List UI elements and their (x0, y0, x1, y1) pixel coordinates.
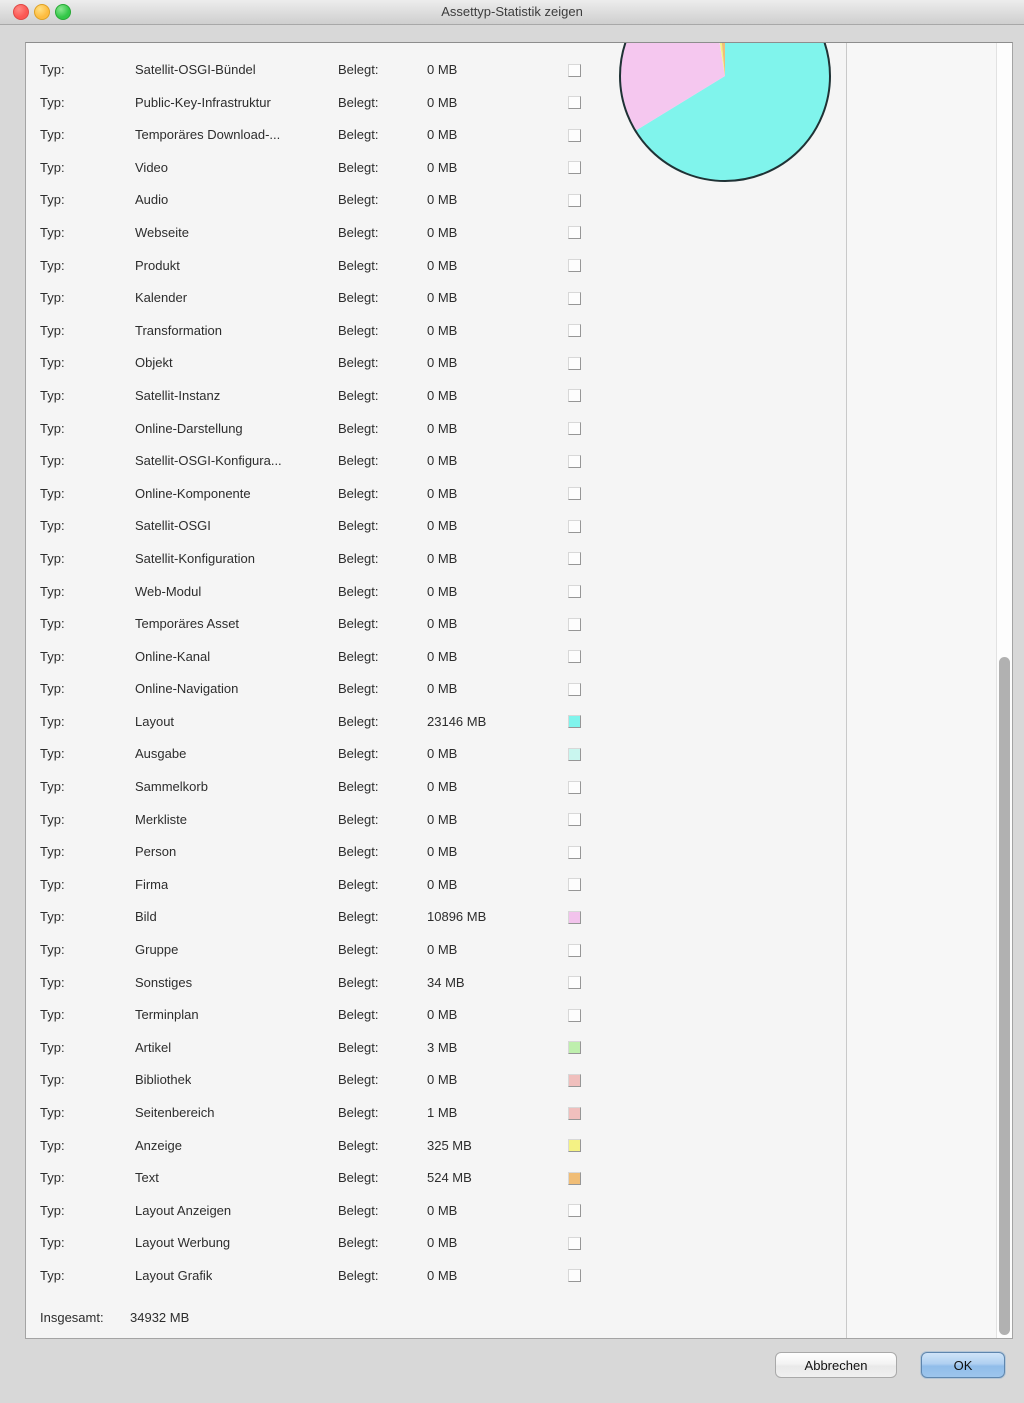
asset-type-name: Online-Kanal (135, 648, 211, 664)
belegt-label: Belegt: (338, 1170, 379, 1186)
asset-list (26, 54, 846, 1293)
belegt-label: Belegt: (338, 876, 379, 892)
color-swatch (568, 618, 581, 631)
typ-label: Typ: (40, 974, 65, 990)
color-swatch (568, 226, 581, 239)
belegt-label: Belegt: (338, 648, 379, 664)
size-value: 0 MB (427, 844, 458, 860)
color-swatch (568, 520, 581, 533)
belegt-label: Belegt: (338, 1105, 379, 1120)
list-item (26, 869, 846, 902)
color-swatch (568, 1237, 581, 1250)
color-swatch (568, 324, 581, 337)
asset-type-name: Public-Key-Infrastruktur (135, 94, 271, 110)
typ-label: Typ: (40, 779, 65, 795)
color-swatch (568, 1107, 581, 1120)
size-value: 0 MB (427, 648, 458, 664)
color-swatch (568, 944, 581, 957)
asset-type-name: Satellit-Instanz (135, 387, 221, 403)
size-value: 0 MB (427, 681, 458, 697)
belegt-label: Belegt: (338, 453, 379, 469)
color-swatch (568, 1139, 581, 1152)
size-value: 524 MB (427, 1170, 472, 1186)
asset-type-name: Satellit-Konfiguration (135, 550, 255, 566)
typ-label: Typ: (40, 290, 65, 306)
color-swatch (568, 846, 581, 859)
asset-type-name: Web-Modul (135, 583, 202, 599)
belegt-label: Belegt: (338, 909, 379, 925)
typ-label: Typ: (40, 844, 65, 860)
typ-label: Typ: (40, 518, 65, 534)
belegt-label: Belegt: (338, 1072, 379, 1088)
typ-label: Typ: (40, 1137, 65, 1153)
belegt-label: Belegt: (338, 550, 379, 566)
total-row (26, 1305, 846, 1331)
typ-label: Typ: (40, 550, 65, 566)
typ-label: Typ: (40, 62, 65, 77)
typ-label: Typ: (40, 322, 65, 338)
asset-type-name: Produkt (135, 257, 180, 273)
size-value: 0 MB (427, 355, 458, 371)
asset-type-name: Kalender (135, 290, 188, 306)
typ-label: Typ: (40, 1039, 65, 1055)
belegt-label: Belegt: (338, 322, 379, 338)
belegt-label: Belegt: (338, 681, 379, 697)
typ-label: Typ: (40, 485, 65, 501)
typ-label: Typ: (40, 453, 65, 469)
size-value: 0 MB (427, 1072, 458, 1088)
list-item (26, 347, 846, 380)
belegt-label: Belegt: (338, 1235, 379, 1251)
size-value: 0 MB (427, 876, 458, 892)
asset-type-name: Satellit-OSGI-Konfigura... (135, 453, 282, 469)
typ-label: Typ: (40, 387, 65, 403)
list-item (26, 184, 846, 217)
list-item (26, 967, 846, 1000)
size-value: 0 MB (427, 127, 458, 143)
size-value: 0 MB (427, 420, 458, 436)
size-value: 10896 MB (427, 909, 487, 925)
size-value: 0 MB (427, 257, 458, 273)
color-swatch (568, 455, 581, 468)
list-item (26, 576, 846, 609)
size-value: 34 MB (427, 974, 465, 990)
belegt-label: Belegt: (338, 485, 379, 501)
asset-type-name: Online-Darstellung (135, 420, 243, 436)
size-value: 0 MB (427, 616, 458, 632)
size-value: 0 MB (427, 192, 458, 208)
color-swatch (568, 1074, 581, 1087)
typ-label: Typ: (40, 420, 65, 436)
asset-type-name: Video (135, 159, 169, 175)
size-value: 0 MB (427, 159, 458, 175)
typ-label: Typ: (40, 1170, 65, 1186)
asset-type-name: Webseite (135, 224, 189, 240)
belegt-label: Belegt: (338, 1202, 379, 1218)
list-item (26, 706, 846, 739)
color-swatch (568, 161, 581, 174)
list-item (26, 1260, 846, 1293)
color-swatch (568, 194, 581, 207)
asset-type-name: Bibliothek (135, 1072, 192, 1088)
color-swatch (568, 650, 581, 663)
typ-label: Typ: (40, 127, 65, 143)
typ-label: Typ: (40, 1267, 65, 1283)
asset-type-name: Terminplan (135, 1007, 199, 1023)
belegt-label: Belegt: (338, 811, 379, 827)
list-item (26, 804, 846, 837)
total-label: Insgesamt: (40, 1310, 104, 1325)
belegt-label: Belegt: (338, 420, 379, 436)
belegt-label: Belegt: (338, 713, 379, 729)
belegt-label: Belegt: (338, 387, 379, 403)
color-swatch (568, 878, 581, 891)
size-value: 0 MB (427, 583, 458, 599)
typ-label: Typ: (40, 583, 65, 599)
belegt-label: Belegt: (338, 844, 379, 860)
size-value: 0 MB (427, 322, 458, 338)
size-value: 0 MB (427, 1007, 458, 1023)
belegt-label: Belegt: (338, 257, 379, 273)
size-value: 0 MB (427, 290, 458, 306)
asset-type-name: Objekt (135, 355, 173, 371)
statistics-scroll-panel (25, 42, 1013, 1339)
size-value: 0 MB (427, 518, 458, 534)
belegt-label: Belegt: (338, 94, 379, 110)
size-value: 0 MB (427, 779, 458, 795)
asset-type-name: Temporäres Asset (135, 616, 240, 632)
typ-label: Typ: (40, 1235, 65, 1251)
asset-type-name: Text (135, 1170, 159, 1186)
list-item (26, 217, 846, 250)
scrollbar-thumb[interactable] (999, 657, 1010, 1335)
list-item (26, 315, 846, 348)
list-item (26, 1130, 846, 1163)
belegt-label: Belegt: (338, 779, 379, 795)
color-swatch (568, 1009, 581, 1022)
color-swatch (568, 748, 581, 761)
typ-label: Typ: (40, 1007, 65, 1023)
asset-type-name: Person (135, 844, 177, 860)
asset-type-name: Temporäres Download-... (135, 127, 281, 143)
typ-label: Typ: (40, 746, 65, 762)
vertical-scrollbar[interactable] (996, 43, 1012, 1338)
asset-type-name: Ausgabe (135, 746, 187, 762)
panel-divider (846, 43, 847, 1338)
color-swatch (568, 976, 581, 989)
size-value: 0 MB (427, 1267, 458, 1283)
belegt-label: Belegt: (338, 746, 379, 762)
list-item (26, 510, 846, 543)
asset-type-name: Online-Navigation (135, 681, 239, 697)
list-item (26, 87, 846, 120)
list-item (26, 608, 846, 641)
belegt-label: Belegt: (338, 1267, 379, 1283)
belegt-label: Belegt: (338, 355, 379, 371)
typ-label: Typ: (40, 224, 65, 240)
belegt-label: Belegt: (338, 1039, 379, 1055)
size-value: 0 MB (427, 1235, 458, 1251)
color-swatch (568, 552, 581, 565)
asset-type-name: Satellit-OSGI (135, 518, 211, 534)
typ-label: Typ: (40, 1105, 65, 1120)
typ-label: Typ: (40, 1202, 65, 1218)
size-value: 0 MB (427, 453, 458, 469)
list-item (26, 999, 846, 1032)
list-item (26, 673, 846, 706)
size-value: 0 MB (427, 550, 458, 566)
list-item (26, 1064, 846, 1097)
typ-label: Typ: (40, 909, 65, 925)
color-swatch (568, 683, 581, 696)
list-item (26, 54, 846, 87)
asset-type-name: Artikel (135, 1039, 172, 1055)
size-value: 1 MB (427, 1105, 458, 1120)
list-item (26, 934, 846, 967)
typ-label: Typ: (40, 713, 65, 729)
color-swatch (568, 781, 581, 794)
list-item (26, 641, 846, 674)
color-swatch (568, 389, 581, 402)
color-swatch (568, 96, 581, 109)
belegt-label: Belegt: (338, 616, 379, 632)
list-item (26, 543, 846, 576)
list-item (26, 282, 846, 315)
asset-type-name: Gruppe (135, 942, 179, 958)
size-value: 0 MB (427, 485, 458, 501)
typ-label: Typ: (40, 876, 65, 892)
size-value: 325 MB (427, 1137, 472, 1153)
list-item (26, 836, 846, 869)
list-item (26, 152, 846, 185)
ok-button[interactable]: OK (921, 1352, 1005, 1378)
typ-label: Typ: (40, 257, 65, 273)
color-swatch (568, 1041, 581, 1054)
typ-label: Typ: (40, 355, 65, 371)
belegt-label: Belegt: (338, 159, 379, 175)
list-item (26, 901, 846, 934)
color-swatch (568, 1269, 581, 1282)
list-item (26, 250, 846, 283)
list-item (26, 445, 846, 478)
size-value: 3 MB (427, 1039, 458, 1055)
color-swatch (568, 1204, 581, 1217)
size-value: 0 MB (427, 1202, 458, 1218)
list-item (26, 119, 846, 152)
list-item (26, 1097, 846, 1130)
size-value: 0 MB (427, 811, 458, 827)
typ-label: Typ: (40, 681, 65, 697)
list-item (26, 478, 846, 511)
window-title: Assettyp-Statistik zeigen (441, 4, 583, 19)
size-value: 0 MB (427, 942, 458, 958)
right-empty-pane (847, 43, 996, 1338)
list-item (26, 413, 846, 446)
size-value: 0 MB (427, 62, 458, 77)
typ-label: Typ: (40, 811, 65, 827)
belegt-label: Belegt: (338, 974, 379, 990)
asset-type-name: Layout Anzeigen (135, 1202, 232, 1218)
color-swatch (568, 715, 581, 728)
color-swatch (568, 585, 581, 598)
size-value: 0 MB (427, 94, 458, 110)
list-item (26, 1032, 846, 1065)
color-swatch (568, 129, 581, 142)
typ-label: Typ: (40, 192, 65, 208)
typ-label: Typ: (40, 1072, 65, 1088)
asset-type-name: Online-Komponente (135, 485, 251, 501)
belegt-label: Belegt: (338, 942, 379, 958)
asset-type-name: Seitenbereich (135, 1105, 215, 1120)
size-value: 0 MB (427, 746, 458, 762)
color-swatch (568, 259, 581, 272)
color-swatch (568, 813, 581, 826)
color-swatch (568, 1172, 581, 1185)
belegt-label: Belegt: (338, 1007, 379, 1023)
asset-type-name: Merkliste (135, 811, 188, 827)
typ-label: Typ: (40, 616, 65, 632)
size-value: 0 MB (427, 387, 458, 403)
asset-type-name: Layout (135, 713, 175, 729)
asset-type-name: Sammelkorb (135, 779, 208, 795)
color-swatch (568, 487, 581, 500)
asset-type-name: Transformation (135, 322, 222, 338)
typ-label: Typ: (40, 94, 65, 110)
typ-label: Typ: (40, 648, 65, 664)
list-item (26, 1227, 846, 1260)
asset-type-name: Layout Werbung (135, 1235, 231, 1251)
list-item (26, 771, 846, 804)
asset-type-name: Satellit-OSGI-Bündel (135, 62, 256, 77)
asset-type-name: Anzeige (135, 1137, 182, 1153)
title-bar (0, 0, 1024, 25)
color-swatch (568, 911, 581, 924)
asset-type-name: Bild (135, 909, 157, 925)
list-item (26, 738, 846, 771)
cancel-button[interactable]: Abbrechen (775, 1352, 897, 1378)
belegt-label: Belegt: (338, 290, 379, 306)
belegt-label: Belegt: (338, 127, 379, 143)
typ-label: Typ: (40, 159, 65, 175)
list-item (26, 1162, 846, 1195)
asset-type-name: Layout Grafik (135, 1267, 213, 1283)
belegt-label: Belegt: (338, 62, 379, 77)
belegt-label: Belegt: (338, 192, 379, 208)
color-swatch (568, 357, 581, 370)
list-item (26, 1195, 846, 1228)
list-item (26, 380, 846, 413)
belegt-label: Belegt: (338, 583, 379, 599)
size-value: 0 MB (427, 224, 458, 240)
belegt-label: Belegt: (338, 224, 379, 240)
color-swatch (568, 422, 581, 435)
belegt-label: Belegt: (338, 1137, 379, 1153)
total-value: 34932 MB (130, 1310, 190, 1325)
asset-type-name: Audio (135, 192, 169, 208)
color-swatch (568, 64, 581, 77)
size-value: 23146 MB (427, 713, 487, 729)
typ-label: Typ: (40, 942, 65, 958)
asset-type-name: Firma (135, 876, 169, 892)
belegt-label: Belegt: (338, 518, 379, 534)
asset-type-name: Sonstiges (135, 974, 193, 990)
color-swatch (568, 292, 581, 305)
